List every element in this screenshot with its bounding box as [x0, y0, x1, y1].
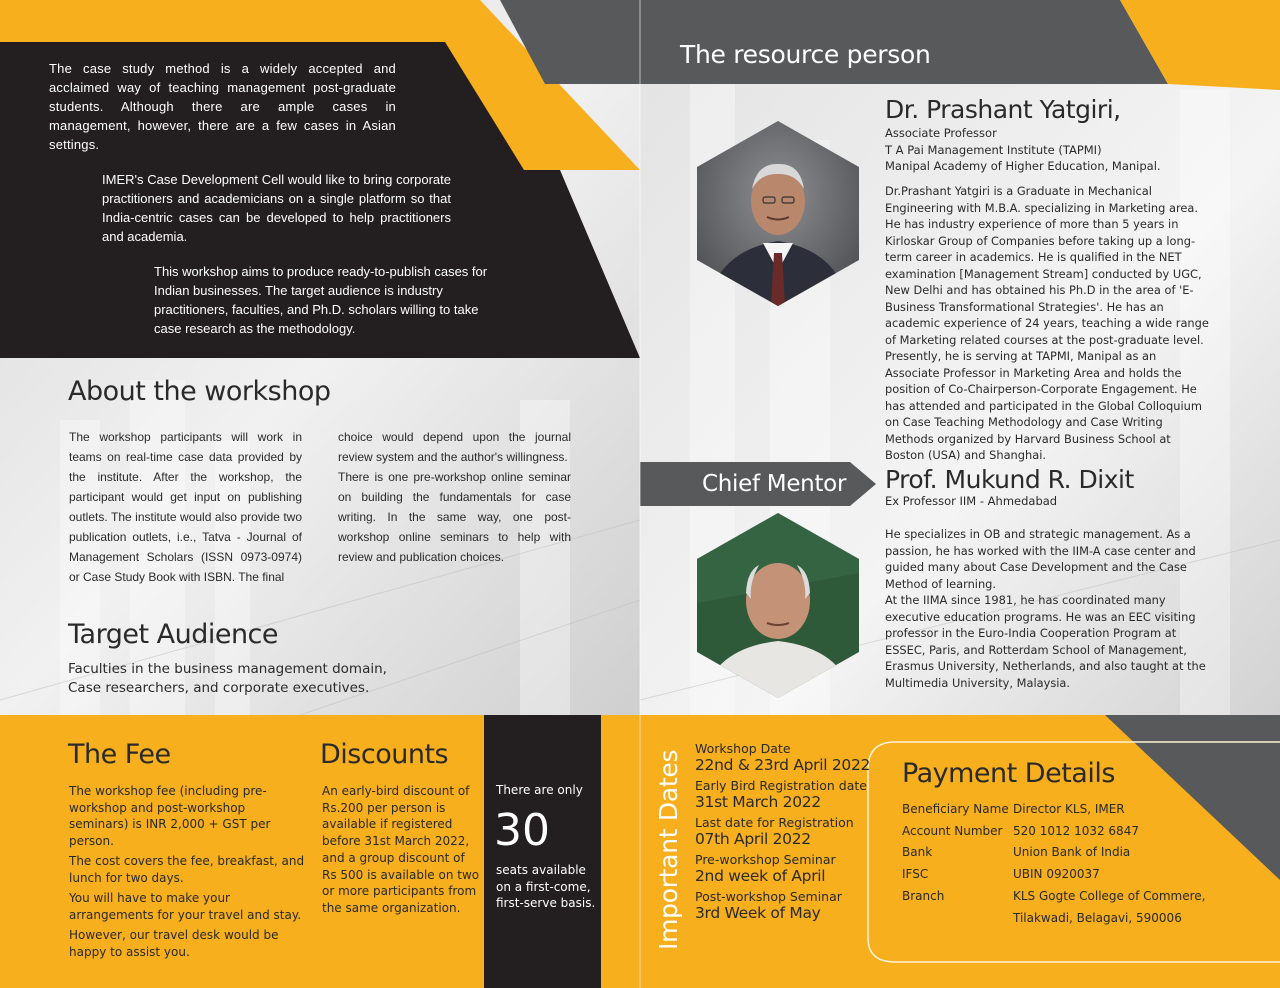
date-item — [695, 852, 870, 885]
resource-person-photo — [697, 121, 859, 306]
audience-line-1: Faculties in the business management domain, — [68, 661, 387, 677]
date-label: Early Bird Registration date — [695, 778, 867, 793]
about-column-2-part-2: There is one pre-workshop online seminar on building the fundamentals for case writing. In the same way, one post-workshop online seminars to help with review and publication choices. — [338, 470, 571, 564]
about-column-2-part-1: choice would depend upon the journal review system and the author's willingness. — [338, 430, 571, 464]
fee-paragraph-4: However, our travel desk would be happy to assist you. — [69, 928, 279, 959]
discounts-text: An early-bird discount of Rs.200 per person is available if registered before 31st March 2022, and a group discount of Rs 500 is available on two or more participants from the same organization. — [322, 784, 480, 915]
payment-label: Bank — [902, 845, 933, 860]
date-label: Pre-workshop Seminar — [695, 852, 836, 867]
seats-count: 30 — [494, 805, 550, 856]
seats-pre-text: There are only — [496, 783, 583, 797]
date-item — [695, 741, 870, 774]
date-label: Workshop Date — [695, 741, 791, 756]
about-column-1: The workshop participants will work in teams on real-time case data provided by the institute. After the workshop, the participant would get input on publishing outlets. The institute would also provide two publication outlets, i.e., Tatva - Journal of Management Scholars (ISSN 0973-0974) or Case Study Book with ISBN. The final — [69, 430, 302, 584]
payment-value: UBIN 0920037 — [1013, 867, 1100, 882]
audience-text — [68, 660, 387, 698]
payment-value: Union Bank of India — [1013, 845, 1131, 860]
intro-paragraph-3: This workshop aims to produce ready-to-publish cases for Indian businesses. The target audience is industry practitioners, faculties, and Ph.D. scholars willing to take case research as the methodology. — [154, 264, 488, 336]
payment-title: Payment Details — [902, 758, 1115, 789]
payment-labels — [902, 799, 1009, 908]
fee-text — [69, 783, 305, 960]
dates-title: Important Dates — [654, 749, 683, 950]
about-column-2 — [338, 427, 571, 567]
date-value: 3rd Week of May — [695, 904, 821, 922]
mentor-bio — [885, 526, 1211, 691]
mentor-bio-1: He specializes in OB and strategic management. As a passion, he has worked with the IIM-A case center and guided many about Case Development and the Case Method of learning. — [885, 527, 1196, 591]
date-value: 2nd week of April — [695, 867, 826, 885]
fee-paragraph-2: The cost covers the fee, breakfast, and lunch for two days. — [69, 854, 305, 885]
audience-line-2: Case researchers, and corporate executives. — [68, 680, 370, 696]
mentor-photo — [697, 513, 859, 698]
payment-values — [1013, 799, 1205, 929]
payment-label: IFSC — [902, 867, 929, 882]
fee-paragraph-1: The workshop fee (including pre-workshop and post-workshop seminars) is INR 2,000 + GST per person. — [69, 784, 271, 848]
resource-role-3: Manipal Academy of Higher Education, Manipal. — [885, 159, 1161, 173]
audience-title: Target Audience — [68, 619, 279, 650]
resource-name: Dr. Prashant Yatgiri, — [885, 95, 1121, 124]
fee-paragraph-3: You will have to make your arrangements for your travel and stay. — [69, 891, 302, 922]
resource-roles — [885, 125, 1161, 175]
payment-value: Tilakwadi, Belagavi, 590006 — [1013, 910, 1182, 925]
resource-role-2: T A Pai Management Institute (TAPMI) — [885, 142, 1102, 157]
date-item — [695, 815, 870, 848]
payment-label: Branch — [902, 888, 945, 903]
resource-role-1: Associate Professor — [885, 126, 997, 140]
resource-heading: The resource person — [680, 40, 931, 69]
date-label: Last date for Registration — [695, 815, 854, 830]
seats-post-text: seats available on a first-come, first-serve basis. — [496, 863, 596, 910]
payment-value: Director KLS, IMER — [1013, 802, 1125, 816]
about-title: About the workshop — [68, 376, 331, 407]
discounts-title: Discounts — [320, 739, 449, 770]
mentor-heading: Chief Mentor — [702, 471, 847, 497]
payment-value: 520 1012 1032 6847 — [1013, 823, 1139, 838]
intro-paragraph-2: IMER's Case Development Cell would like to bring corporate practitioners and academicians on a single platform so that India-centric cases can be developed to help practitioners and academia. — [102, 172, 451, 244]
payment-label: Beneficiary Name — [902, 802, 1009, 816]
resource-bio: Dr.Prashant Yatgiri is a Graduate in Mechanical Engineering with M.B.A. specializing in Marketing area. He has industry experience of more than 5 years in Kirloskar Group of Companies before taking up a long-term career in academics. He is qualified in the NET examination [Management Stream] conducted by UGC, New Delhi and has obtained his Ph.D in the area of 'E-Business Transformational Strategies'. He has an academic experience of 24 years, teaching a wide range of Marketing related courses at the post-graduate level. Presently, he is serving at TAPMI, Manipal as an Associate Professor in Marketing Area and holds the position of Co-Chairperson-Corporate Engagement. He has attended and participated in the Global Colloquium on Case Teaching Methodology and Case Writing Methods organized by Harvard Business School at Boston (USA) and Shanghai. — [885, 184, 1209, 462]
date-value: 31st March 2022 — [695, 793, 821, 811]
mentor-name: Prof. Mukund R. Dixit — [885, 465, 1134, 494]
date-value: 07th April 2022 — [695, 830, 811, 848]
date-value: 22nd & 23rd April 2022 — [695, 756, 871, 774]
date-item — [695, 778, 870, 811]
payment-value: KLS Gogte College of Commere, — [1013, 888, 1206, 903]
fee-title: The Fee — [68, 739, 171, 770]
intro-paragraph-1: The case study method is a widely accepted and acclaimed way of teaching management post-graduate students. Although there are ample cases in management, however, there are a few cases in Asian settings. — [49, 61, 396, 152]
date-label: Post-workshop Seminar — [695, 889, 842, 904]
payment-label: Account Number — [902, 823, 1003, 838]
date-item — [695, 889, 870, 922]
mentor-role: Ex Professor IIM - Ahmedabad — [885, 494, 1058, 508]
mentor-bio-2: At the IIMA since 1981, he has coordinated many executive education programs. He was an EEC visiting professor in the Euro-India Cooperation Program at ESSEC, Paris, and Rotterdam School of Management, Erasmus University, Netherlands, and also taught at the Multimedia University, Malaysia. — [885, 593, 1206, 690]
dates-list — [695, 741, 870, 922]
